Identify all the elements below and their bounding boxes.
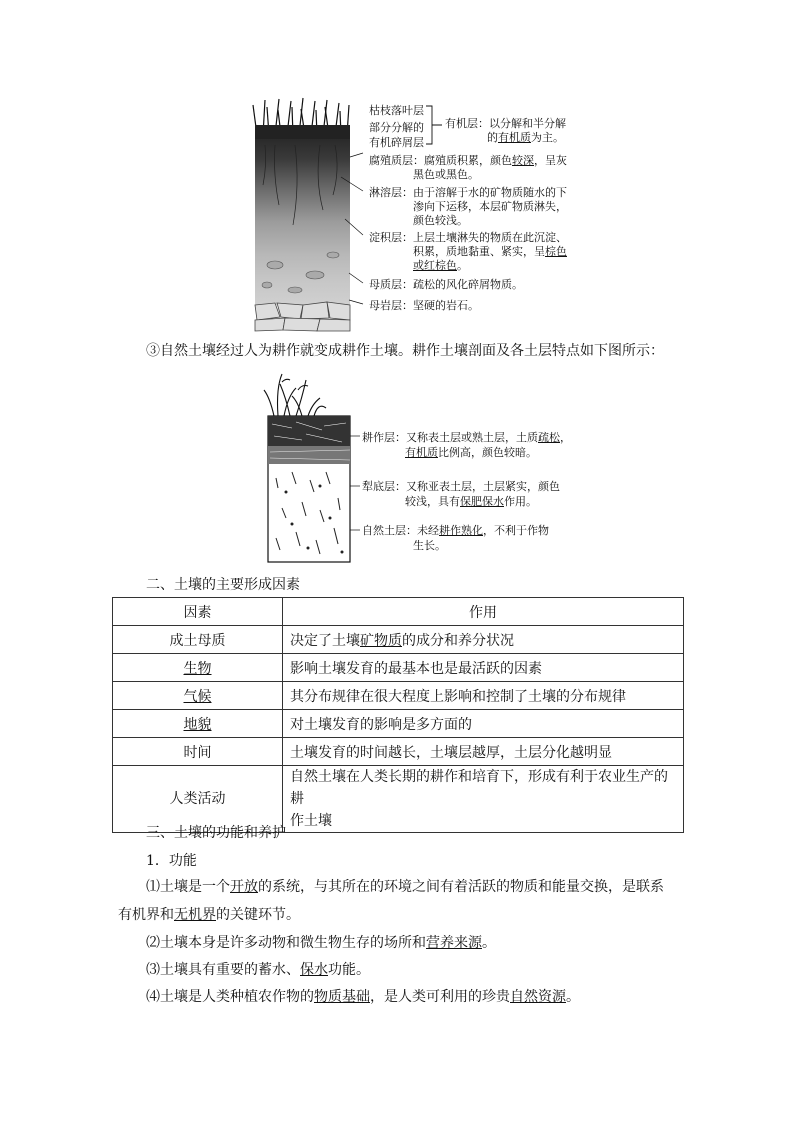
effect-cell: 土壤发育的时间越长，土壤层越厚，土层分化越明显: [283, 738, 684, 766]
factor-cell: 时间: [113, 738, 283, 766]
label-litter: 枯枝落叶层: [369, 104, 424, 117]
effect-cell: 影响土壤发育的最基本也是最活跃的因素: [283, 654, 684, 682]
effect-cell: 自然土壤在人类长期的耕作和培育下，形成有利于农业生产的耕 作土壤: [283, 766, 684, 833]
cultivated-soil-profile-figure: [262, 368, 362, 564]
label-partial-decomposed-2: 有机碎屑层: [369, 136, 424, 149]
label-illuvial-1: 淀积层：上层土壤淋失的物质在此沉淀、: [369, 231, 567, 244]
crop-plants: [264, 374, 326, 416]
effect-cell: 决定了土壤矿物质的成分和养分状况: [283, 626, 684, 654]
effect-cell: 对土壤发育的影响是多方面的: [283, 710, 684, 738]
label-natural-layer-2: 生长。: [413, 539, 446, 552]
table-row: [113, 710, 684, 738]
function-item-1-cont: 有机界和无机界的关键环节。: [118, 907, 300, 923]
function-item-3: ⑶土壤具有重要的蓄水、保水功能。: [146, 962, 370, 978]
label-humus-layer: 腐殖质层：腐殖质积累，颜色较深，呈灰: [369, 154, 567, 167]
label-humus-desc: 黑色或黑色。: [413, 168, 479, 181]
label-bedrock: 母岩层：坚硬的岩石。: [369, 299, 479, 312]
label-plow-layer-2: 有机质比例高，颜色较暗。: [405, 446, 537, 459]
label-plow-pan-1: 犁底层：又称亚表土层，土层紧实，颜色: [362, 480, 560, 493]
subsection-functions: 1．功能: [146, 853, 197, 869]
label-natural-layer-1: 自然土层：未经耕作熟化，不利于作物: [362, 524, 549, 537]
soil-factors-table: [112, 597, 684, 833]
table-header-factor: 因素: [113, 598, 283, 626]
label-leaching-1: 淋溶层：由于溶解于水的矿物质随水的下: [369, 186, 567, 199]
table-row: [113, 654, 684, 682]
section2-title: 二、土壤的主要形成因素: [146, 577, 300, 593]
factor-cell: 地貌: [113, 710, 283, 738]
function-item-1: ⑴土壤是一个开放的系统，与其所在的环境之间有着活跃的物质和能量交换，是联系: [146, 879, 664, 895]
function-item-4: ⑷土壤是人类种植农作物的物质基础，是人类可利用的珍贵自然资源。: [146, 989, 580, 1005]
factor-cell: 生物: [113, 654, 283, 682]
label-illuvial-3: 或红棕色。: [413, 259, 468, 272]
table-row: [113, 738, 684, 766]
label-illuvial-2: 积累，质地黏重、紧实，呈棕色: [413, 245, 567, 258]
table-row: [113, 626, 684, 654]
natural-soil-profile-figure: [245, 95, 365, 335]
label-parent-material: 母质层：疏松的风化碎屑物质。: [369, 278, 523, 291]
bedrock-layer: [255, 302, 350, 331]
table-row: [113, 682, 684, 710]
function-item-2: ⑵土壤本身是许多动物和微生物生存的场所和营养来源。: [146, 935, 496, 951]
label-plow-layer-1: 耕作层：又称表土层或熟土层，土质疏松，: [362, 431, 571, 444]
label-organic-layer: 有机层：以分解和半分解: [445, 117, 566, 130]
organic-layer-bracket: [424, 102, 444, 148]
factor-cell: 成土母质: [113, 626, 283, 654]
factor-cell: 气候: [113, 682, 283, 710]
table-header-row: [113, 598, 684, 626]
effect-cell: 其分布规律在很大程度上影响和控制了土壤的分布规律: [283, 682, 684, 710]
table-header-effect: 作用: [283, 598, 684, 626]
intro-cultivated-soil: ③自然土壤经过人为耕作就变成耕作土壤。耕作土壤剖面及各土层特点如下图所示：: [146, 343, 664, 359]
label-partial-decomposed-1: 部分分解的: [369, 121, 424, 134]
label-leaching-3: 颜色较浅。: [413, 214, 468, 227]
label-organic-desc: 的有机质为主。: [487, 131, 564, 144]
factor-cell: 人类活动: [113, 766, 283, 833]
section3-title: 三、土壤的功能和养护: [146, 825, 286, 841]
label-plow-pan-2: 较浅，具有保肥保水作用。: [405, 495, 537, 508]
label-leaching-2: 渗向下运移，本层矿物质淋失，: [413, 200, 567, 213]
